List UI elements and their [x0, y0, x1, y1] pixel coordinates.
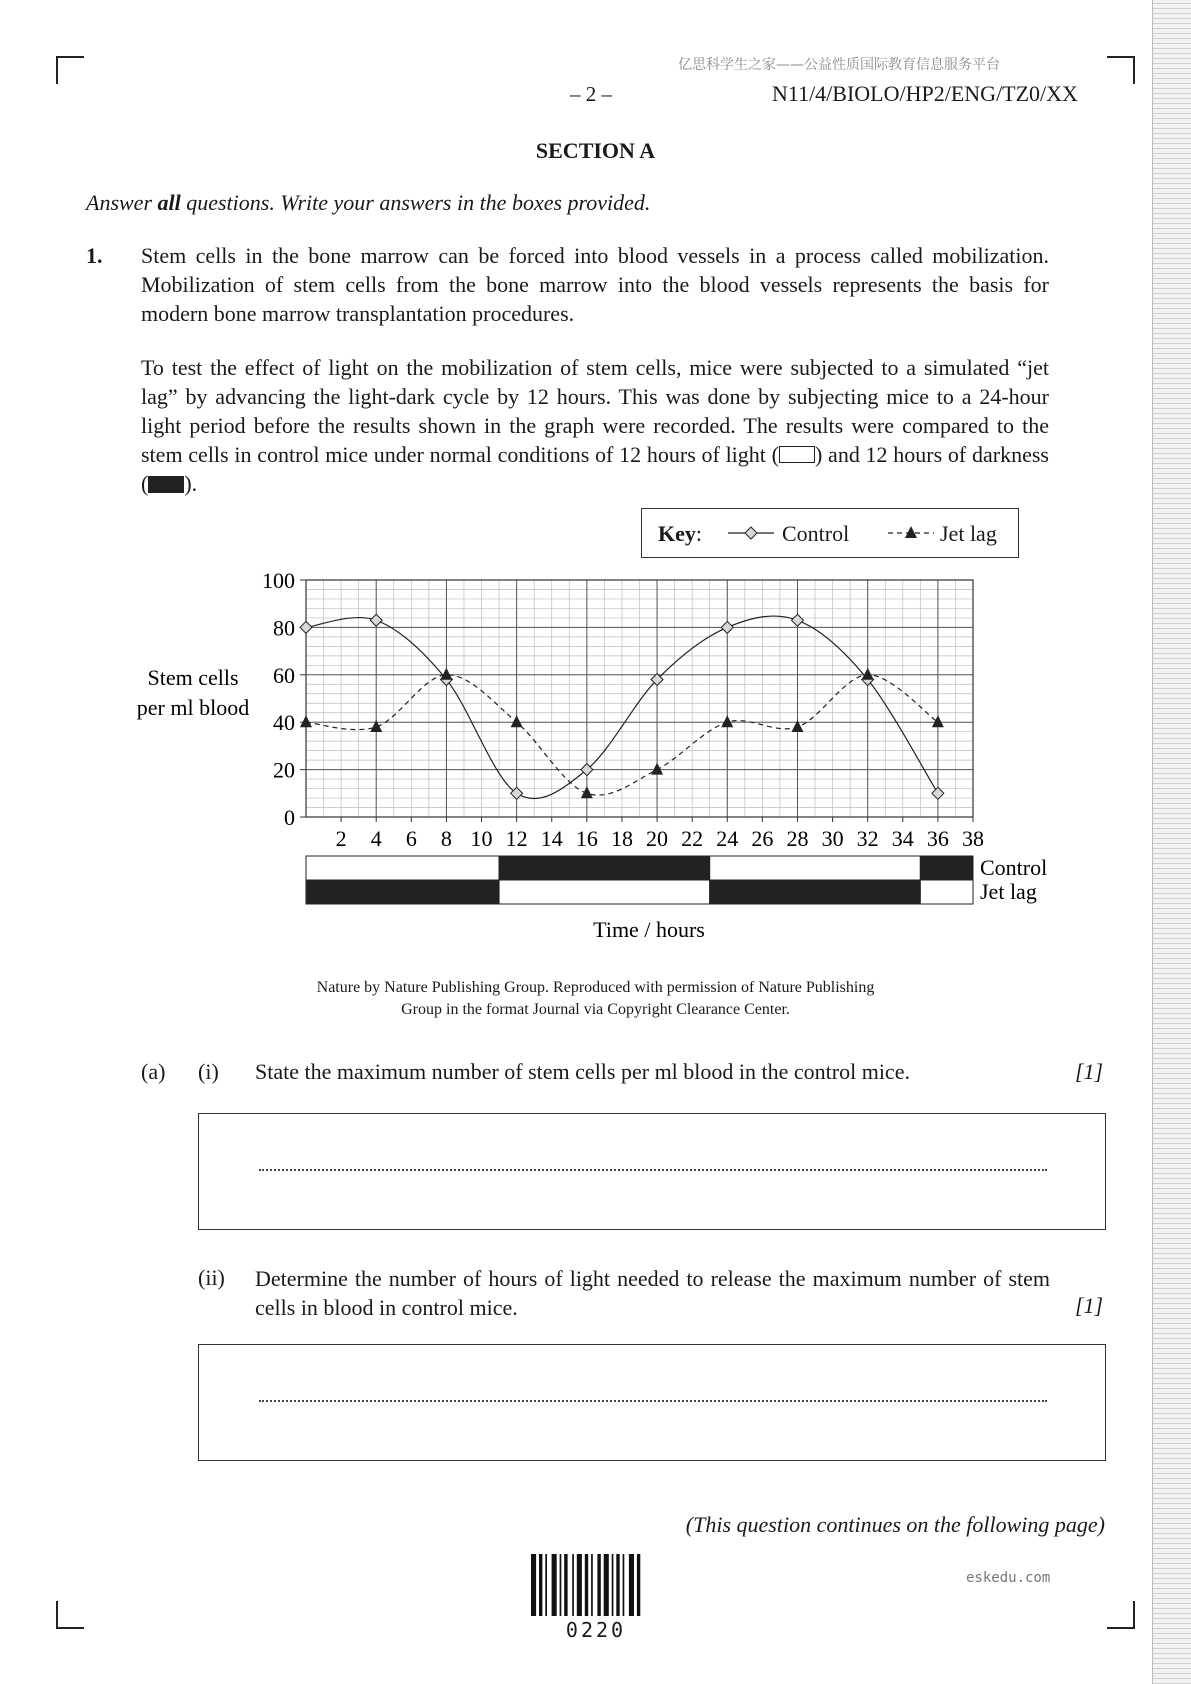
y-tick-label: 20 — [273, 757, 295, 783]
crop-mark-bottom-left — [56, 1601, 84, 1629]
jet-lag-light-segment — [499, 880, 710, 904]
control-point — [791, 614, 803, 626]
answer-box-a-i[interactable] — [198, 1113, 1106, 1230]
control-point — [370, 614, 382, 626]
credit-line-1: Nature by Nature Publishing Group. Reproduced with permission of Nature Publishing — [316, 979, 875, 996]
x-tick-label: 28 — [786, 826, 809, 851]
x-tick-label: 30 — [821, 826, 844, 851]
x-tick-label: 14 — [540, 826, 563, 851]
site-watermark: eskedu.com — [966, 1570, 1051, 1586]
question-number: 1. — [86, 243, 103, 268]
x-tick-label: 22 — [681, 826, 704, 851]
y-tick-label: 0 — [284, 805, 295, 830]
barcode-bar — [616, 1554, 619, 1616]
x-tick-label: 36 — [926, 826, 949, 851]
y-axis-label-line1: Stem cells — [147, 665, 239, 690]
barcode-bar — [539, 1554, 542, 1616]
chart-minor-grid — [306, 580, 973, 817]
jetlag-point — [300, 715, 312, 727]
answer-box-a-ii[interactable] — [198, 1344, 1106, 1461]
y-tick-label: 40 — [273, 710, 295, 736]
part-a-ii-label: (ii) — [198, 1265, 225, 1290]
barcode-bar — [604, 1554, 609, 1616]
x-tick-label: 32 — [856, 826, 879, 851]
continue-note: (This question continues on the following page) — [685, 1512, 1105, 1537]
answer-line — [259, 1380, 1047, 1402]
barcode-bar — [629, 1554, 634, 1616]
x-axis-label: Time / hours — [593, 917, 705, 942]
jet-lag-dark-segment — [306, 880, 499, 904]
chart-axes — [300, 580, 973, 822]
x-tick-label: 34 — [891, 826, 914, 851]
paper-code: N11/4/BIOLO/HP2/ENG/TZ0/XX — [772, 81, 1078, 106]
x-tick-label: 10 — [470, 826, 493, 851]
x-tick-label: 24 — [716, 826, 739, 851]
jetlag-point — [581, 786, 593, 798]
legend-control-label: Control — [782, 521, 850, 546]
jet-lag-dark-segment — [710, 880, 921, 904]
paragraph-2-main: To test the effect of light on the mobilization of stem cells, mice were subjected to a simulated “jet lag” by advancing the light-dark cycle by 12 hours. This was done by subjecting mice to a 24-hour light period before the results shown in the graph were recorded. The results were compared to the stem cells in control mice under normal conditions of 12 hours of light ( — [141, 355, 1049, 467]
x-tick-label: 6 — [405, 826, 417, 851]
x-tick-label: 4 — [370, 826, 382, 851]
y-axis-label-line2: per ml blood — [136, 695, 250, 720]
barcode-number: 0220 — [565, 1618, 627, 1642]
x-tick-label: 12 — [505, 826, 528, 851]
barcode-bar — [585, 1554, 588, 1616]
x-tick-label: 26 — [751, 826, 774, 851]
barcode-bar — [545, 1554, 547, 1616]
instruction-bold: all — [157, 190, 181, 215]
part-a-i-question: State the maximum number of stem cells per ml blood in the control mice. — [255, 1059, 910, 1084]
instruction-post: questions. Write your answers in the boxes provided. — [180, 190, 651, 215]
x-tick-label: 16 — [575, 826, 598, 851]
control-dark-segment — [920, 856, 973, 880]
y-tick-label: 100 — [262, 568, 295, 593]
legend-colon: : — [695, 521, 703, 546]
bar-label-jet-lag: Jet lag — [980, 879, 1037, 904]
part-a-i-marks: [1] — [1075, 1059, 1104, 1084]
x-tick-label: 2 — [335, 826, 347, 851]
barcode-bar — [591, 1554, 593, 1616]
x-tick-label: 38 — [962, 826, 984, 851]
paragraph-2-mid: ) and 12 hours of darkness ( — [141, 442, 1049, 496]
barcode-bar — [597, 1554, 600, 1616]
x-tick-label: 18 — [610, 826, 633, 851]
barcode-bar — [572, 1554, 574, 1616]
question-paragraph-1: Stem cells in the bone marrow can be forced into blood vessels in a process called mobilization. Mobilization of stem cells from the bone marrow into the blood vessels represents the basis for modern bone marrow transplantation procedures. — [141, 243, 1049, 326]
barcode-bar — [637, 1554, 640, 1616]
part-a-ii-marks: [1] — [1075, 1293, 1104, 1318]
y-tick-label: 80 — [273, 615, 295, 641]
page-number: – 2 – — [570, 82, 612, 106]
barcode-bar — [577, 1554, 582, 1616]
barcode-bar — [612, 1554, 614, 1616]
control-light-segment — [710, 856, 921, 880]
jetlag-point — [511, 715, 523, 727]
answer-line — [259, 1149, 1047, 1171]
crop-mark-bottom-right — [1107, 1601, 1135, 1629]
barcode-bar — [623, 1554, 625, 1616]
jetlag-point — [651, 763, 663, 775]
section-title: SECTION A — [535, 138, 656, 163]
control-point — [721, 621, 733, 633]
barcode-bar — [560, 1554, 562, 1616]
part-a-i-label: (i) — [198, 1059, 219, 1084]
control-light-segment — [306, 856, 499, 880]
barcode — [531, 1554, 661, 1616]
jet-lag-light-segment — [920, 880, 973, 904]
barcode-bar — [531, 1554, 536, 1616]
barcode-bar — [552, 1554, 557, 1616]
bar-label-control: Control — [980, 855, 1048, 880]
jetlag-point — [932, 715, 944, 727]
chart-tick-labels — [262, 568, 984, 851]
x-tick-label: 8 — [440, 826, 452, 851]
legend-jetlag-label: Jet lag — [940, 521, 997, 546]
control-point — [511, 787, 523, 799]
control-point — [932, 787, 944, 799]
light-dark-bars — [306, 855, 1047, 904]
jetlag-point — [721, 715, 733, 727]
control-point — [300, 621, 312, 633]
credit-line-2: Group in the format Journal via Copyright Clearance Center. — [401, 1001, 790, 1018]
barcode-bar — [564, 1554, 567, 1616]
copyright-credit — [0, 977, 1191, 1021]
part-a-label: (a) — [141, 1059, 166, 1084]
instruction-pre: Answer — [86, 190, 158, 215]
paragraph-2-end: ). — [184, 471, 198, 496]
control-dark-segment — [499, 856, 710, 880]
watermark-text: 亿思科学生之家——公益性质国际教育信息服务平台 — [678, 57, 1000, 73]
x-tick-label: 20 — [646, 826, 669, 851]
part-a-ii-question: Determine the number of hours of light needed to release the maximum number of stem cells in blood in control mice. — [255, 1266, 1050, 1320]
legend-title: Key — [658, 521, 696, 546]
y-tick-label: 60 — [273, 662, 295, 688]
